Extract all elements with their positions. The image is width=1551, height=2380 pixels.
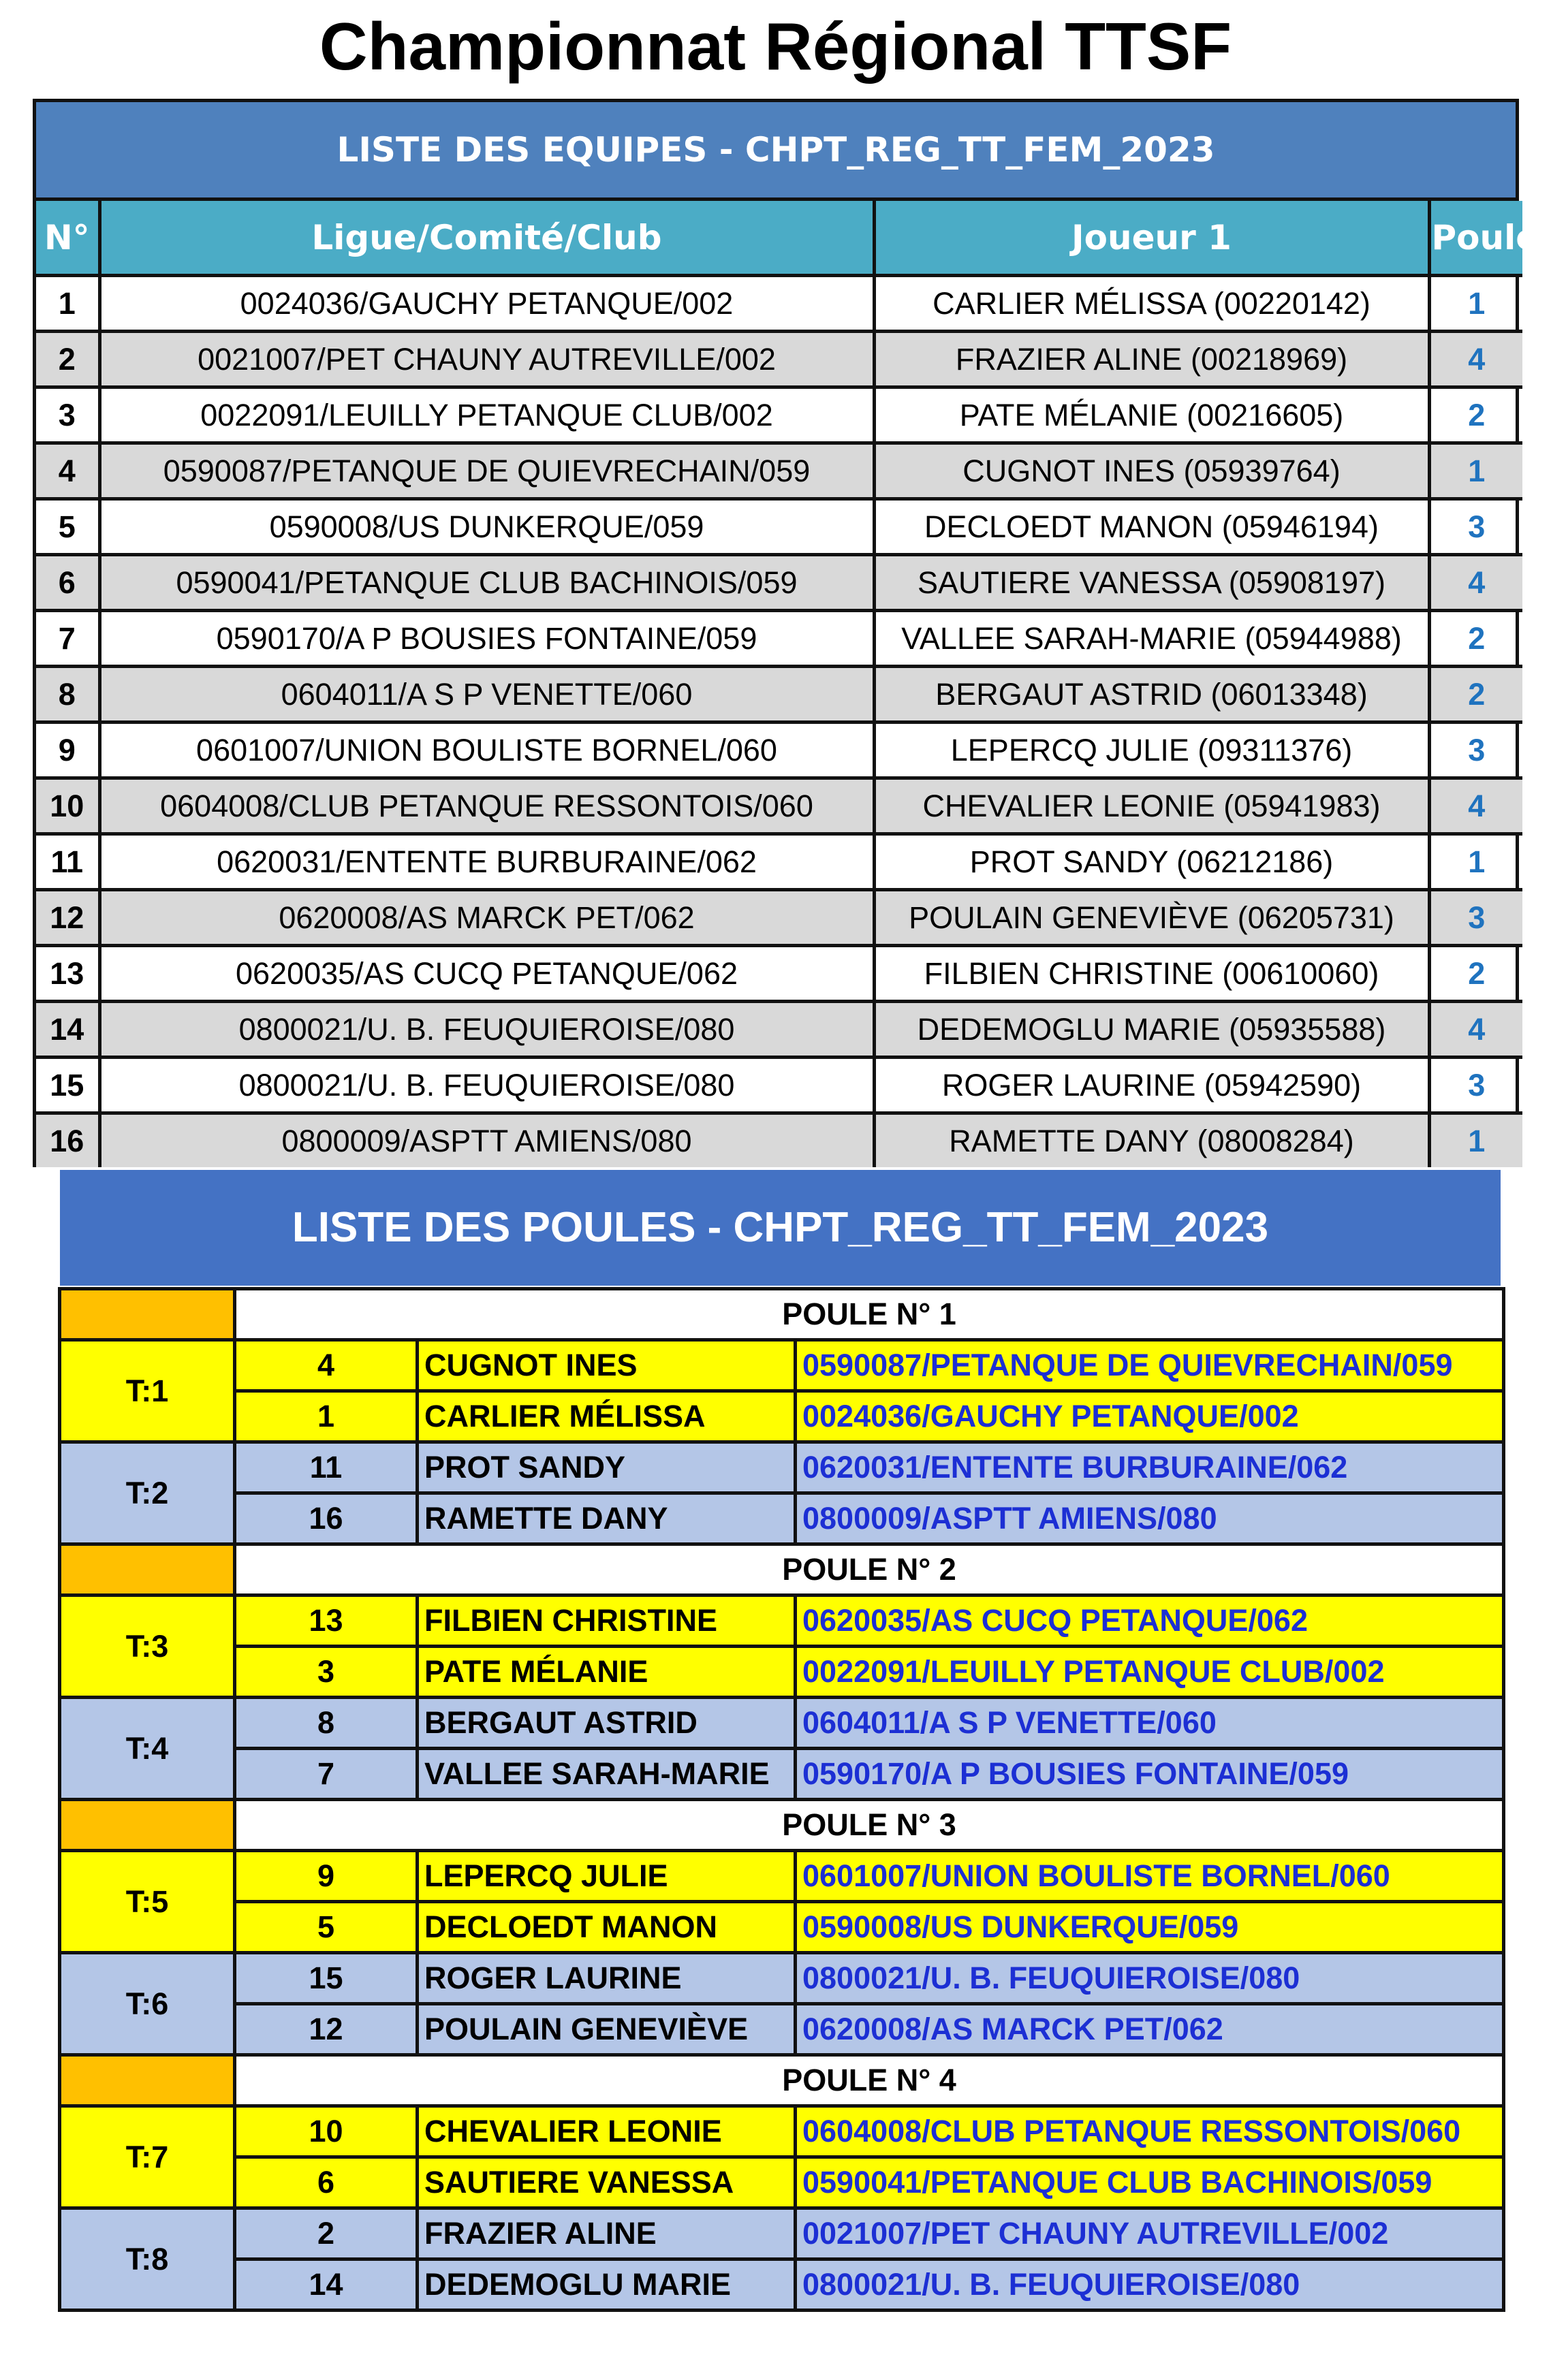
table-label: T:4 [60,1698,235,1800]
pool-club: 0800021/U. B. FEUQUIEROISE/080 [796,1953,1504,2004]
team-club: 0800021/U. B. FEUQUIEROISE/080 [99,1058,874,1113]
pool-player-name: SAUTIERE VANESSA [418,2157,796,2208]
pool-player-name: FILBIEN CHRISTINE [418,1596,796,1647]
team-poule: 3 [1429,1058,1522,1113]
team-club: 0620031/ENTENTE BURBURAINE/062 [99,834,874,890]
team-number: 9 [36,723,99,778]
team-number: 4 [36,443,99,499]
pool-entry-row [60,1749,1504,1800]
pool-team-number: 7 [235,1749,418,1800]
team-player: DEDEMOGLU MARIE (05935588) [874,1002,1429,1058]
team-number: 11 [36,834,99,890]
team-player: BERGAUT ASTRID (06013348) [874,667,1429,723]
team-club: 0601007/UNION BOULISTE BORNEL/060 [99,723,874,778]
pool-team-number: 11 [235,1442,418,1493]
team-poule: 2 [1429,667,1522,723]
team-player: FILBIEN CHRISTINE (00610060) [874,946,1429,1002]
table-row [36,1002,1522,1058]
team-player: PATE MÉLANIE (00216605) [874,387,1429,443]
poule-swatch [60,1289,235,1340]
poule-title: POULE N° 3 [235,1800,1504,1851]
team-player: PROT SANDY (06212186) [874,834,1429,890]
pool-team-number: 16 [235,1493,418,1544]
table-row [36,1058,1522,1113]
table-row [36,555,1522,611]
table-row [36,332,1522,387]
poule-swatch [60,1544,235,1596]
pool-entry-row [60,2157,1504,2208]
team-player: DECLOEDT MANON (05946194) [874,499,1429,555]
team-number: 5 [36,499,99,555]
pool-list-banner: LISTE DES POULES - CHPT_REG_TT_FEM_2023 [60,1170,1501,1286]
pool-player-name: FRAZIER ALINE [418,2208,796,2259]
pool-player-name: CUGNOT INES [418,1340,796,1391]
pool-player-name: BERGAUT ASTRID [418,1698,796,1749]
team-table [36,201,1539,1167]
poule-header-row [60,2055,1504,2106]
team-poule: 1 [1429,834,1522,890]
header-poule: Poule [1429,201,1522,276]
pool-entry-row [60,2004,1504,2055]
pool-club: 0601007/UNION BOULISTE BORNEL/060 [796,1851,1504,1902]
header-player: Joueur 1 [874,201,1429,276]
pool-entry-row [60,2208,1504,2259]
team-number: 6 [36,555,99,611]
pool-club: 0590041/PETANQUE CLUB BACHINOIS/059 [796,2157,1504,2208]
team-poule: 2 [1429,387,1522,443]
pool-entry-row [60,1493,1504,1544]
poule-swatch [60,1800,235,1851]
team-club: 0021007/PET CHAUNY AUTREVILLE/002 [99,332,874,387]
pool-club: 0590087/PETANQUE DE QUIEVRECHAIN/059 [796,1340,1504,1391]
team-player: CUGNOT INES (05939764) [874,443,1429,499]
pool-club: 0620035/AS CUCQ PETANQUE/062 [796,1596,1504,1647]
pool-team-number: 10 [235,2106,418,2157]
pool-club: 0604011/A S P VENETTE/060 [796,1698,1504,1749]
pool-player-name: RAMETTE DANY [418,1493,796,1544]
pool-entry-row [60,1851,1504,1902]
table-row [36,667,1522,723]
pool-club: 0590170/A P BOUSIES FONTAINE/059 [796,1749,1504,1800]
pool-team-number: 4 [235,1340,418,1391]
pool-entry-row [60,1340,1504,1391]
table-row [36,611,1522,667]
team-player: SAUTIERE VANESSA (05908197) [874,555,1429,611]
pool-entry-row [60,1391,1504,1442]
table-row [36,778,1522,834]
pool-club: 0604008/CLUB PETANQUE RESSONTOIS/060 [796,2106,1504,2157]
table-label: T:5 [60,1851,235,1953]
team-player: RAMETTE DANY (08008284) [874,1113,1429,1168]
team-club: 0590041/PETANQUE CLUB BACHINOIS/059 [99,555,874,611]
pool-team-number: 14 [235,2259,418,2311]
team-number: 15 [36,1058,99,1113]
pool-player-name: DEDEMOGLU MARIE [418,2259,796,2311]
team-number: 13 [36,946,99,1002]
team-player: VALLEE SARAH-MARIE (05944988) [874,611,1429,667]
team-poule: 3 [1429,723,1522,778]
team-club: 0590008/US DUNKERQUE/059 [99,499,874,555]
table-row [36,443,1522,499]
team-poule: 2 [1429,946,1522,1002]
page-title: Championnat Régional TTSF [319,9,1232,84]
team-poule: 1 [1429,276,1522,332]
pool-club: 0021007/PET CHAUNY AUTREVILLE/002 [796,2208,1504,2259]
team-list-banner: LISTE DES EQUIPES - CHPT_REG_TT_FEM_2023 [36,102,1516,201]
header-number: N° [36,201,99,276]
pool-team-number: 13 [235,1596,418,1647]
team-player: CARLIER MÉLISSA (00220142) [874,276,1429,332]
team-player: ROGER LAURINE (05942590) [874,1058,1429,1113]
table-label: T:3 [60,1596,235,1698]
pool-club: 0800009/ASPTT AMIENS/080 [796,1493,1504,1544]
pool-player-name: PATE MÉLANIE [418,1647,796,1698]
pool-player-name: VALLEE SARAH-MARIE [418,1749,796,1800]
team-table-header [36,201,1522,276]
pool-team-number: 8 [235,1698,418,1749]
header-club: Ligue/Comité/Club [99,201,874,276]
team-poule: 4 [1429,778,1522,834]
pool-player-name: CARLIER MÉLISSA [418,1391,796,1442]
pool-club: 0620008/AS MARCK PET/062 [796,2004,1504,2055]
poule-title: POULE N° 4 [235,2055,1504,2106]
table-row [36,276,1522,332]
pool-club: 0800021/U. B. FEUQUIEROISE/080 [796,2259,1504,2311]
pool-player-name: DECLOEDT MANON [418,1902,796,1953]
team-club: 0024036/GAUCHY PETANQUE/002 [99,276,874,332]
team-club: 0604008/CLUB PETANQUE RESSONTOIS/060 [99,778,874,834]
team-number: 8 [36,667,99,723]
table-row [36,723,1522,778]
pool-player-name: POULAIN GENEVIÈVE [418,2004,796,2055]
team-poule: 4 [1429,332,1522,387]
poule-title: POULE N° 1 [235,1289,1504,1340]
team-number: 2 [36,332,99,387]
team-number: 1 [36,276,99,332]
pool-player-name: PROT SANDY [418,1442,796,1493]
pool-entry-row [60,1442,1504,1493]
poule-header-row [60,1800,1504,1851]
team-club: 0620008/AS MARCK PET/062 [99,890,874,946]
table-row [36,946,1522,1002]
table-label: T:8 [60,2208,235,2311]
team-club: 0604011/A S P VENETTE/060 [99,667,874,723]
pool-table [58,1287,1505,2312]
pool-entry-row [60,1698,1504,1749]
pool-entry-row [60,2259,1504,2311]
pool-club: 0620031/ENTENTE BURBURAINE/062 [796,1442,1504,1493]
pool-club: 0590008/US DUNKERQUE/059 [796,1902,1504,1953]
pool-entry-row [60,1596,1504,1647]
team-poule: 4 [1429,1002,1522,1058]
pool-team-number: 12 [235,2004,418,2055]
table-label: T:6 [60,1953,235,2055]
table-label: T:2 [60,1442,235,1544]
team-poule: 4 [1429,555,1522,611]
table-label: T:7 [60,2106,235,2208]
team-player: POULAIN GENEVIÈVE (06205731) [874,890,1429,946]
team-poule: 1 [1429,443,1522,499]
table-label: T:1 [60,1340,235,1442]
pool-player-name: CHEVALIER LEONIE [418,2106,796,2157]
pool-team-number: 1 [235,1391,418,1442]
pool-entry-row [60,1902,1504,1953]
pool-player-name: ROGER LAURINE [418,1953,796,2004]
pool-club: 0022091/LEUILLY PETANQUE CLUB/002 [796,1647,1504,1698]
team-club: 0800021/U. B. FEUQUIEROISE/080 [99,1002,874,1058]
team-player: CHEVALIER LEONIE (05941983) [874,778,1429,834]
pool-team-number: 3 [235,1647,418,1698]
poule-header-row [60,1544,1504,1596]
pool-entry-row [60,1647,1504,1698]
team-poule: 1 [1429,1113,1522,1168]
table-row [36,1113,1522,1168]
team-poule: 3 [1429,499,1522,555]
poule-title: POULE N° 2 [235,1544,1504,1596]
team-club: 0022091/LEUILLY PETANQUE CLUB/002 [99,387,874,443]
table-row [36,499,1522,555]
pool-team-number: 15 [235,1953,418,2004]
pool-entry-row [60,1953,1504,2004]
team-number: 10 [36,778,99,834]
team-list [33,99,1539,1167]
pool-team-number: 6 [235,2157,418,2208]
team-number: 14 [36,1002,99,1058]
team-number: 3 [36,387,99,443]
team-number: 7 [36,611,99,667]
table-row [36,387,1522,443]
table-row [36,834,1522,890]
team-poule: 3 [1429,890,1522,946]
team-number: 12 [36,890,99,946]
pool-entry-row [60,2106,1504,2157]
team-player: FRAZIER ALINE (00218969) [874,332,1429,387]
pool-player-name: LEPERCQ JULIE [418,1851,796,1902]
pool-team-number: 5 [235,1902,418,1953]
pool-team-number: 9 [235,1851,418,1902]
team-number: 16 [36,1113,99,1168]
table-row [36,890,1522,946]
team-club: 0800009/ASPTT AMIENS/080 [99,1113,874,1168]
team-club: 0590170/A P BOUSIES FONTAINE/059 [99,611,874,667]
team-club: 0620035/AS CUCQ PETANQUE/062 [99,946,874,1002]
poule-swatch [60,2055,235,2106]
poule-header-row [60,1289,1504,1340]
team-club: 0590087/PETANQUE DE QUIEVRECHAIN/059 [99,443,874,499]
pool-club: 0024036/GAUCHY PETANQUE/002 [796,1391,1504,1442]
team-poule: 2 [1429,611,1522,667]
team-player: LEPERCQ JULIE (09311376) [874,723,1429,778]
pool-team-number: 2 [235,2208,418,2259]
